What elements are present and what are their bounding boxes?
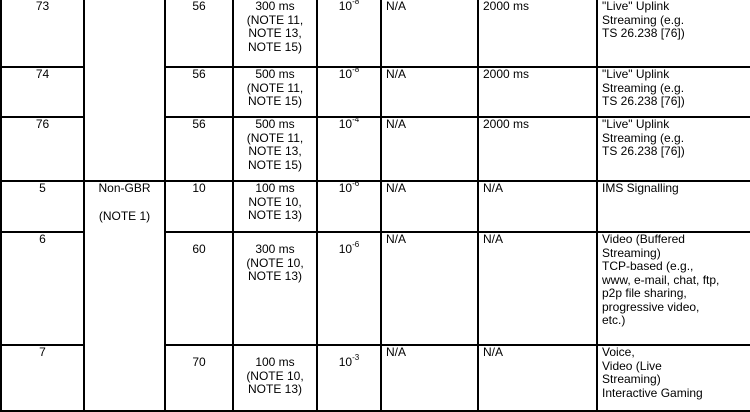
priority-cell: 56 <box>165 0 233 67</box>
example-services-cell: Video (Buffered Streaming) TCP-based (e.g., www, e-mail, chat, ftp, p2p file sharing, progressive video, etc.) <box>597 232 750 345</box>
qci-cell: 74 <box>1 67 84 117</box>
example-services-cell: Voice, Video (Live Streaming) Interactive Gaming <box>597 345 750 411</box>
table-row <box>1 0 750 67</box>
priority-cell: 10 <box>165 181 233 232</box>
delay-budget-cell: 500 ms (NOTE 11, NOTE 13, NOTE 15) <box>233 117 317 181</box>
example-services-cell: IMS Signalling <box>597 181 750 232</box>
delay-budget-cell: 300 ms (NOTE 10, NOTE 13) <box>233 232 317 345</box>
priority-cell: 70 <box>165 345 233 411</box>
mdbv-cell: N/A <box>381 67 478 117</box>
averaging-window-cell: 2000 ms <box>478 0 597 67</box>
averaging-window-cell: 2000 ms <box>478 67 597 117</box>
mdbv-cell: N/A <box>381 0 478 67</box>
priority-cell: 56 <box>165 67 233 117</box>
averaging-window-cell: N/A <box>478 181 597 232</box>
error-rate-cell: $10^{-4}$ <box>317 117 381 181</box>
qci-cell: 6 <box>1 232 84 345</box>
averaging-window-cell: N/A <box>478 345 597 411</box>
mdbv-cell: N/A <box>381 345 478 411</box>
resource-type-note: (NOTE 1) <box>98 208 151 223</box>
delay-budget-cell: 500 ms (NOTE 11, NOTE 15) <box>233 67 317 117</box>
error-rate-cell: $10^{-8}$ <box>317 67 381 117</box>
qci-cell: 7 <box>1 345 84 411</box>
example-services-cell: "Live" Uplink Streaming (e.g. TS 26.238 [76]) <box>597 117 750 181</box>
priority-cell: 56 <box>165 117 233 181</box>
averaging-window-cell: 2000 ms <box>478 117 597 181</box>
delay-budget-cell: 100 ms (NOTE 10, NOTE 13) <box>233 345 317 411</box>
resource-type-label: Non-GBR <box>98 181 151 195</box>
table-row <box>1 181 750 232</box>
resource-type-cell-nongbr <box>84 181 165 411</box>
priority-cell: 60 <box>165 232 233 345</box>
error-rate-cell: $10^{-6}$ <box>317 181 381 232</box>
mdbv-cell: N/A <box>381 117 478 181</box>
example-services-cell: "Live" Uplink Streaming (e.g. TS 26.238 [76]) <box>597 67 750 117</box>
qci-cell: 73 <box>1 0 84 67</box>
qci-cell: 76 <box>1 117 84 181</box>
delay-budget-cell: 300 ms (NOTE 11, NOTE 13, NOTE 15) <box>233 0 317 67</box>
error-rate-cell: $10^{-3}$ <box>317 345 381 411</box>
resource-type-cell-gbr <box>84 0 165 181</box>
error-rate-cell: $10^{-8}$ <box>317 0 381 67</box>
example-services-cell: "Live" Uplink Streaming (e.g. TS 26.238 [76]) <box>597 0 750 67</box>
mdbv-cell: N/A <box>381 181 478 232</box>
delay-budget-cell: 100 ms NOTE 10, NOTE 13) <box>233 181 317 232</box>
qci-cell: 5 <box>1 181 84 232</box>
averaging-window-cell: N/A <box>478 232 597 345</box>
mdbv-cell: N/A <box>381 232 478 345</box>
error-rate-cell: $10^{-6}$ <box>317 232 381 345</box>
